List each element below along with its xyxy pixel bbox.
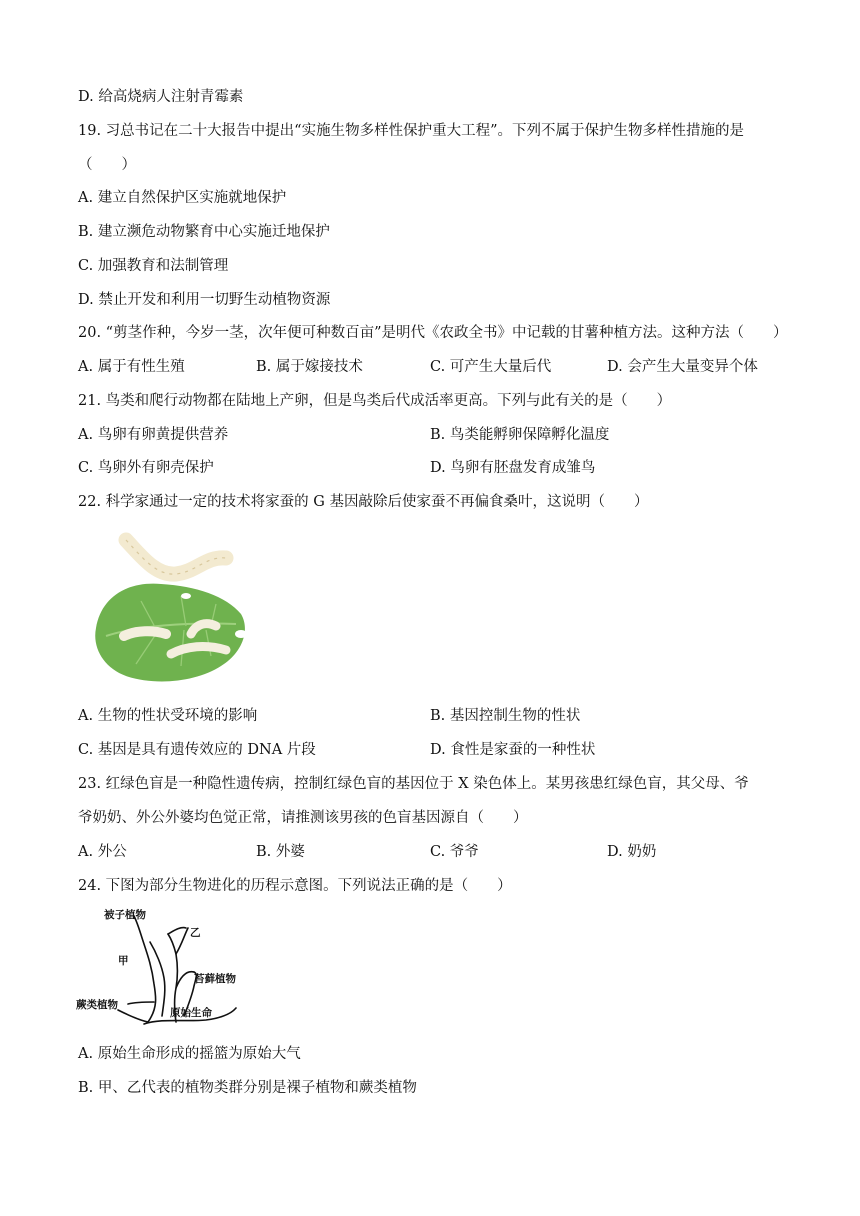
fig-label-moss: 苔藓植物 (194, 973, 236, 985)
q21-option-c: C. 鸟卵外有卵壳保护 (78, 460, 214, 476)
fig-label-fern: 蕨类植物 (76, 999, 118, 1011)
q24-option-a: A. 原始生命形成的摇篮为原始大气 (78, 1046, 301, 1062)
evolution-tree-diagram (76, 906, 246, 1030)
fig-label-yi: 乙 (190, 927, 201, 939)
q23-option-a: A. 外公 (78, 844, 127, 860)
q19-option-c: C. 加强教育和法制管理 (78, 258, 229, 274)
q20-stem: 20. “剪茎作种，今岁一茎，次年便可种数百亩”是明代《农政全书》中记载的甘薯种植方法。这种方法（ ） (78, 325, 788, 341)
q20-option-d: D. 会产生大量变异个体 (607, 359, 758, 375)
q24-option-b: B. 甲、乙代表的植物类群分别是裸子植物和蕨类植物 (78, 1080, 417, 1096)
q23-stem-line2: 爷奶奶、外公外婆均色觉正常，请推测该男孩的色盲基因源自（ ） (78, 810, 528, 826)
q20-option-a: A. 属于有性生殖 (78, 359, 185, 375)
q21-option-d: D. 鸟卵有胚盘发育成雏鸟 (430, 460, 596, 476)
q19-option-a: A. 建立自然保护区实施就地保护 (78, 190, 287, 206)
q24-stem: 24. 下图为部分生物进化的历程示意图。下列说法正确的是（ ） (78, 878, 512, 894)
fig-label-jia: 甲 (118, 955, 129, 967)
q21-option-a: A. 鸟卵有卵黄提供营养 (78, 427, 229, 443)
fig-label-angiosperm: 被子植物 (104, 909, 146, 921)
q20-option-b: B. 属于嫁接技术 (256, 359, 363, 375)
q22-stem: 22. 科学家通过一定的技术将家蚕的 G 基因敲除后使家蚕不再偏食桑叶，这说明（ ） (78, 494, 649, 510)
q18-option-d: D. 给高烧病人注射青霉素 (78, 89, 244, 105)
q23-option-c: C. 爷爷 (430, 844, 479, 860)
q19-option-b: B. 建立濒危动物繁育中心实施迁地保护 (78, 224, 330, 240)
q23-stem-line1: 23. 红绿色盲是一种隐性遗传病，控制红绿色盲的基因位于 X 染色体上。某男孩患红绿色盲，其父母、爷 (78, 776, 749, 792)
q22-option-c: C. 基因是具有遗传效应的 DNA 片段 (78, 742, 316, 758)
q23-option-d: D. 奶奶 (607, 844, 657, 860)
silkworm-on-leaf-image (86, 526, 252, 688)
q21-stem: 21. 鸟类和爬行动物都在陆地上产卵，但是鸟类后代成活率更高。下列与此有关的是（ ） (78, 393, 672, 409)
fig-label-origin: 原始生命 (170, 1007, 212, 1019)
q21-option-b: B. 鸟类能孵卵保障孵化温度 (430, 427, 610, 443)
q22-option-d: D. 食性是家蚕的一种性状 (430, 742, 596, 758)
q19-option-d: D. 禁止开发和利用一切野生动植物资源 (78, 292, 331, 308)
q22-option-b: B. 基因控制生物的性状 (430, 708, 581, 724)
q19-stem-line1: 19. 习总书记在二十大报告中提出“实施生物多样性保护重大工程”。下列不属于保护生物多样性措施的是 (78, 123, 744, 139)
q22-option-a: A. 生物的性状受环境的影响 (78, 708, 258, 724)
q20-option-c: C. 可产生大量后代 (430, 359, 552, 375)
q19-stem-line2: （ ） (78, 157, 136, 173)
q23-option-b: B. 外婆 (256, 844, 305, 860)
